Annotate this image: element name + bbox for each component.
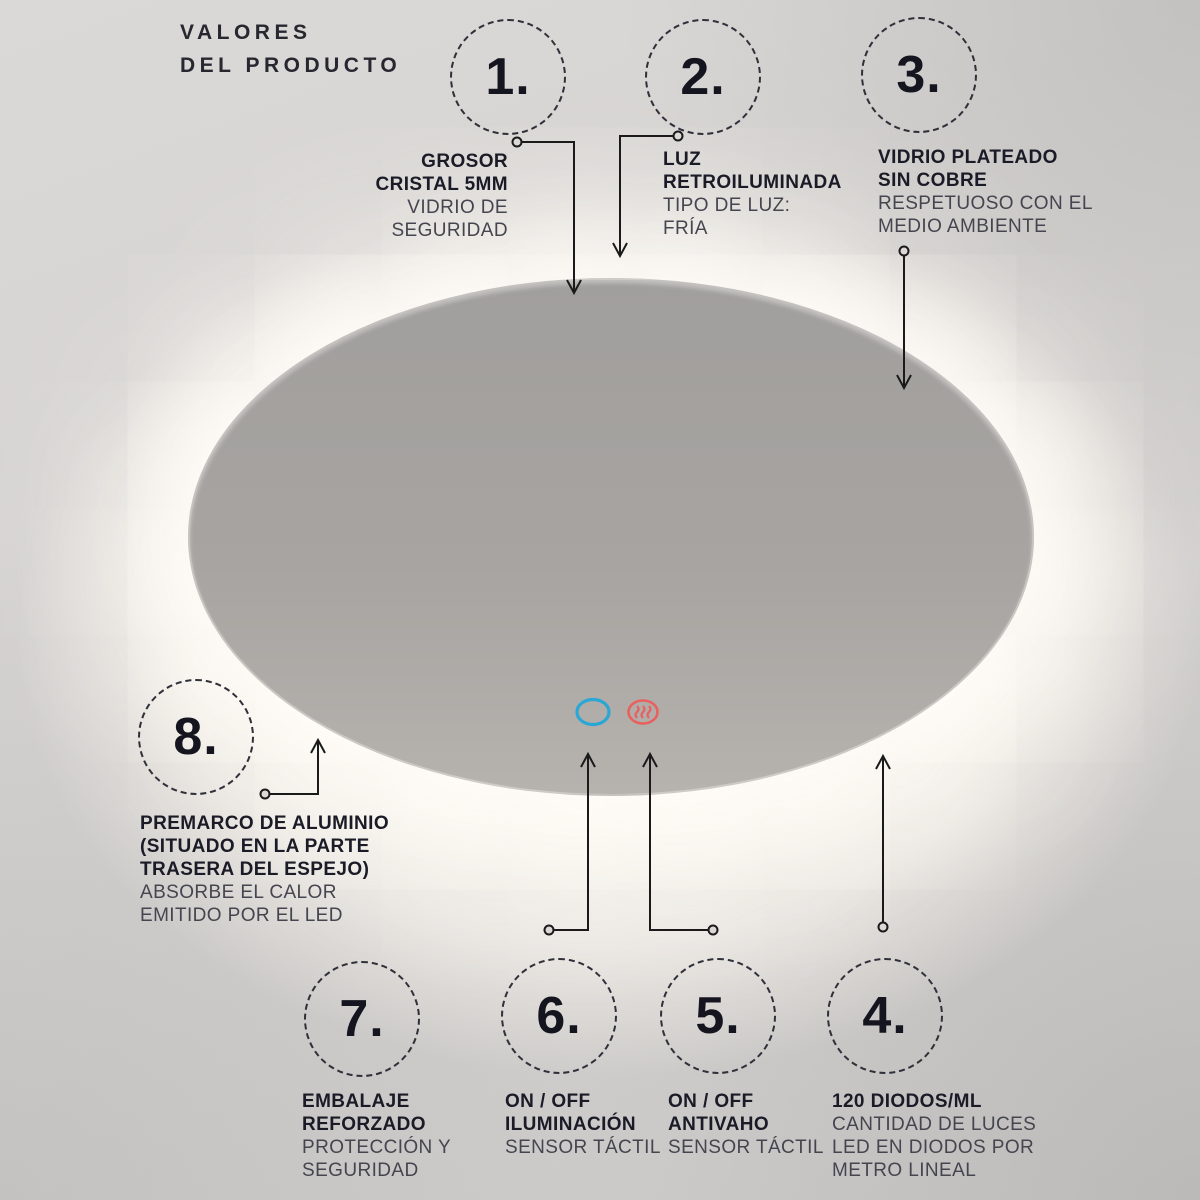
feature-2-text bbox=[663, 148, 842, 240]
feature-8-regular-line: EMITIDO POR EL LED bbox=[140, 905, 343, 926]
feature-7-bold-line: EMBALAJE bbox=[302, 1091, 410, 1112]
feature-1-text bbox=[376, 150, 508, 242]
feature-7-number: 7. bbox=[339, 990, 385, 1048]
feature-7-bold-line: REFORZADO bbox=[302, 1114, 426, 1135]
feature-3-regular-line: RESPETUOSO CON EL bbox=[878, 193, 1093, 214]
feature-2-bold-line: RETROILUMINADA bbox=[663, 172, 842, 193]
feature-2-number-badge bbox=[645, 19, 761, 135]
feature-4-regular-line: LED EN DIODOS POR bbox=[832, 1137, 1035, 1158]
feature-7-regular-line: PROTECCIÓN Y bbox=[302, 1137, 452, 1158]
feature-3-bold-line: SIN COBRE bbox=[878, 170, 988, 191]
feature-6-text bbox=[505, 1090, 661, 1159]
arrow-feature-8 bbox=[261, 740, 326, 799]
arrow-feature-4 bbox=[876, 756, 890, 932]
feature-8-bold-line: TRASERA DEL ESPEJO) bbox=[140, 859, 370, 880]
feature-8-regular-line: ABSORBE EL CALOR bbox=[140, 882, 337, 903]
feature-6-number-badge bbox=[501, 958, 617, 1074]
feature-3-number: 3. bbox=[896, 46, 942, 104]
feature-8-bold-line: PREMARCO DE ALUMINIO bbox=[140, 813, 390, 834]
arrow-feature-1 bbox=[513, 138, 582, 294]
feature-6-number: 6. bbox=[536, 987, 582, 1045]
feature-5-bold-line: ON / OFF bbox=[668, 1091, 754, 1112]
feature-2-bold-line: LUZ bbox=[663, 149, 702, 170]
feature-4-text bbox=[832, 1090, 1036, 1182]
feature-6-bold-line: ILUMINACIÓN bbox=[505, 1114, 637, 1135]
feature-4-bold-line: 120 DIODOS/ML bbox=[832, 1091, 982, 1112]
feature-7-text bbox=[302, 1090, 451, 1182]
feature-4-number: 4. bbox=[862, 987, 908, 1045]
feature-5-bold-line: ANTIVAHO bbox=[668, 1114, 770, 1135]
feature-1-bold-line: GROSOR bbox=[421, 151, 508, 172]
feature-7-regular-line: SEGURIDAD bbox=[302, 1160, 419, 1181]
page-title bbox=[180, 16, 401, 82]
feature-5-number-badge bbox=[660, 958, 776, 1074]
page-title-line2: DEL PRODUCTO bbox=[180, 54, 402, 77]
feature-4-number-badge bbox=[827, 958, 943, 1074]
feature-8-number-badge bbox=[138, 679, 254, 795]
page-title-line1: VALORES bbox=[180, 21, 312, 44]
feature-4-regular-line: METRO LINEAL bbox=[832, 1160, 977, 1181]
feature-1-bold-line: CRISTAL 5MM bbox=[375, 174, 508, 195]
feature-8-number: 8. bbox=[173, 708, 219, 766]
feature-6-bold-line: ON / OFF bbox=[505, 1091, 591, 1112]
feature-7-number-badge bbox=[304, 961, 420, 1077]
feature-1-number: 1. bbox=[485, 48, 531, 106]
feature-3-regular-line: MEDIO AMBIENTE bbox=[878, 216, 1048, 237]
feature-5-text bbox=[668, 1090, 824, 1159]
feature-6-regular-line: SENSOR TÁCTIL bbox=[505, 1137, 661, 1158]
feature-1-regular-line: VIDRIO DE bbox=[407, 197, 508, 218]
feature-2-regular-line: FRÍA bbox=[663, 218, 708, 239]
feature-1-regular-line: SEGURIDAD bbox=[391, 220, 508, 241]
feature-5-number: 5. bbox=[695, 987, 741, 1045]
feature-3-bold-line: VIDRIO PLATEADO bbox=[878, 147, 1058, 168]
feature-2-regular-line: TIPO DE LUZ: bbox=[663, 195, 791, 216]
feature-5-regular-line: SENSOR TÁCTIL bbox=[668, 1137, 824, 1158]
feature-8-bold-line: (SITUADO EN LA PARTE bbox=[140, 836, 370, 857]
feature-3-number-badge bbox=[861, 17, 977, 133]
feature-1-number-badge bbox=[450, 19, 566, 135]
mirror-illustration bbox=[188, 278, 1034, 796]
feature-4-regular-line: CANTIDAD DE LUCES bbox=[832, 1114, 1037, 1135]
feature-2-number: 2. bbox=[680, 48, 726, 106]
feature-3-text bbox=[878, 146, 1093, 238]
feature-8-text bbox=[140, 812, 389, 927]
